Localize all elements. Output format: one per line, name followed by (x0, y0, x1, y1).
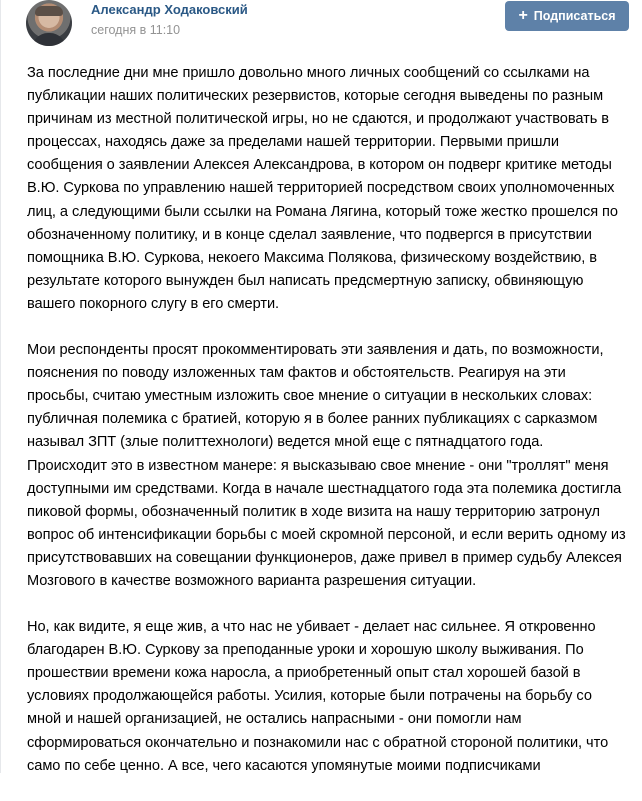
post-paragraph: Но, как видите, я еще жив, а что нас не убивает - делает нас сильнее. Я откровенно благодарен В.Ю. Суркову за преподанные уроки и хорошую школу выживания. По прошествии времени кожа наросла, а приобретенный опыт стал хорошей базой в условиях продолжающейся работы. Усилия, которые были потрачены на борьбу со мной и нашей организацией, не остались напрасными - они помогли нам сформироваться окончательно и познакомили нас с обратной стороной политики, что само по себе ценно. А все, чего касаются упомянутые моими подписчиками (27, 619, 609, 774)
plus-icon: + (518, 7, 528, 24)
avatar-hair (35, 6, 63, 16)
post-paragraph: Мои респонденты просят прокомментировать эти заявления и дать, по возможности, пояснения по поводу изложенных там фактов и обстоятельств. Реагируя на эти просьбы, считаю уместным изложить свое мнение о ситуации в нескольких словах: публичная полемика с братией, которую я в более ранних публикациях с сарказмом называл ЗПТ (злые политтехнологи) ведется мной еще с пятнадцатого года. Происходит это в известном манере: я высказываю свое мнение - они "троллят" меня доступными им средствами. Когда в начале шестнадцатого года эта полемика достигла пиковой формы, обозначенный политик в ходе визита на нашу территорию затронул вопрос об интенсификации борьбы с моей скромной персоной, и если верить одному из присутствовавших на совещании функционеров, даже привел в пример судьбу Алексея Мозгового в качестве возможного варианта разрешения ситуации. (27, 342, 626, 589)
post-header (0, 0, 642, 50)
author-name-link[interactable]: Александр Ходаковский (91, 2, 248, 17)
post-paragraph: За последние дни мне пришло довольно много личных сообщений со ссылками на публикации наших политических резервистов, которые сегодня выведены по разным причинам из местной политической игры, но не сдаются, и продолжают участвовать в процессах, находясь даже за пределами нашей территории. Первыми пришли сообщения о заявлении Алексея Александрова, в котором он подверг критике методы В.Ю. Суркова по управлению нашей территорией посредством своих уполномоченных лиц, а следующими были ссылки на Романа Лягина, который тоже жестко прошелся по обозначенному политику, и в конце сделал заявление, что подвергся в присутствии помощника В.Ю. Суркова, некоего Максима Полякова, физическому воздействию, в результате которого вынужден был написать предсмертную записку, обвиняющую вашего покорного слугу в его смерти. (27, 65, 618, 312)
subscribe-button[interactable] (505, 1, 629, 31)
page-left-border (0, 0, 1, 773)
avatar-shirt (32, 33, 66, 46)
subscribe-button-label: Подписаться (533, 9, 616, 23)
post-timestamp[interactable]: сегодня в 11:10 (91, 23, 181, 37)
author-avatar[interactable] (26, 0, 72, 46)
post-text (27, 62, 627, 801)
